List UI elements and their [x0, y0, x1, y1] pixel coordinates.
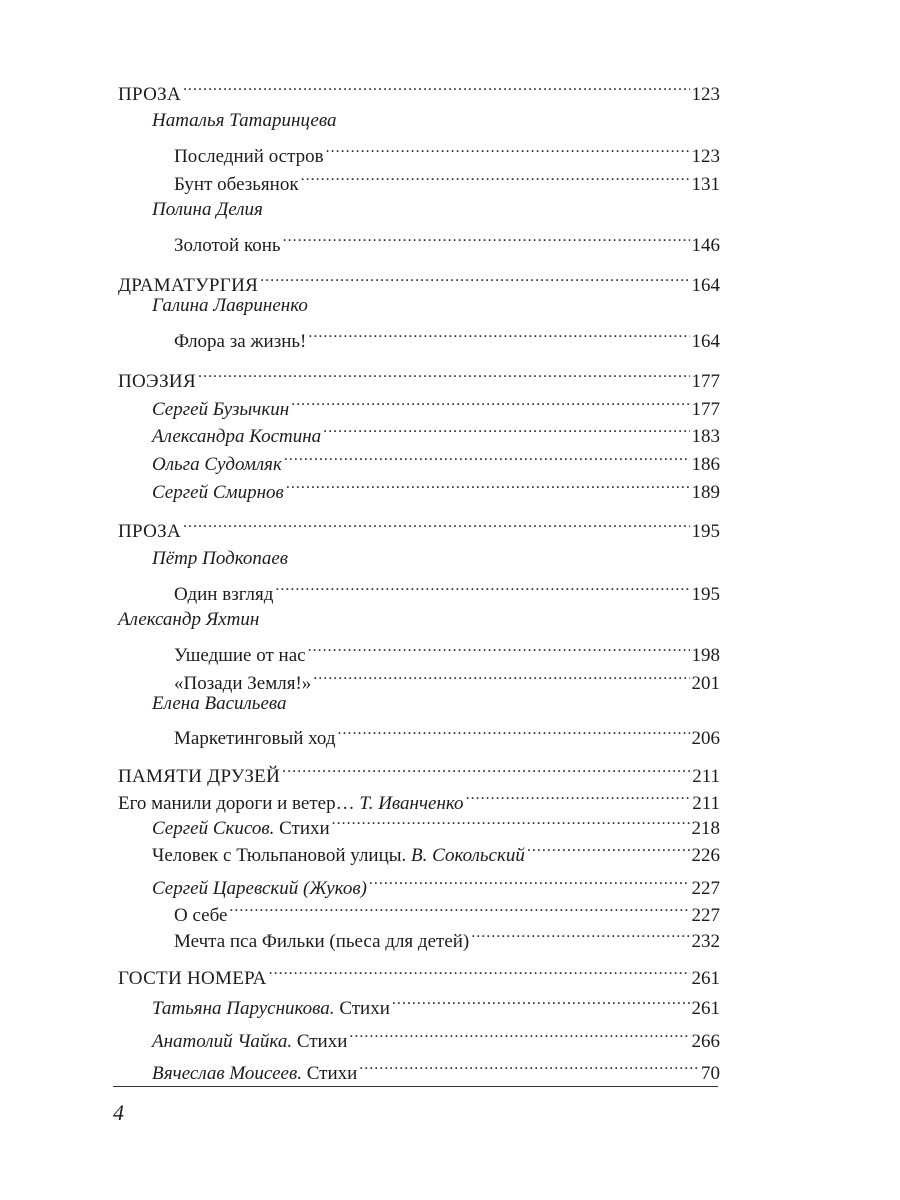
page-number: 186	[691, 454, 720, 475]
work-title: Мечта пса Фильки (пьеса для детей)	[174, 931, 470, 952]
work-title: Человек с Тюльпановой улицы.	[152, 845, 407, 866]
work-title: Один взгляд	[174, 584, 274, 605]
author-name: Елена Васильева	[152, 693, 287, 714]
author-name: Александр Яхтин	[118, 609, 260, 630]
page-number: 211	[692, 793, 720, 814]
author-name: Сергей Царевский (Жуков)	[152, 878, 367, 899]
page-number: 266	[691, 1031, 720, 1052]
author-name: Наталья Татаринцева	[152, 110, 337, 131]
dot-leader	[275, 574, 689, 600]
work-title: Ушедшие от нас	[174, 645, 306, 666]
work-title: Золотой конь	[174, 235, 281, 256]
work-title: Маркетинговый ход	[174, 728, 336, 749]
toc-entry-row[interactable]	[152, 472, 720, 503]
page-number: 146	[691, 235, 720, 256]
dot-leader	[183, 511, 690, 537]
dot-leader	[326, 136, 690, 162]
author-name: В. Сокольский	[411, 845, 525, 866]
work-title: «Позади Земля!»	[174, 673, 312, 694]
dot-leader	[313, 663, 689, 689]
page-number: 261	[691, 968, 720, 989]
work-title: Его манили дороги и ветер…	[118, 793, 355, 814]
dot-leader	[527, 835, 690, 861]
toc-entry-row[interactable]	[174, 921, 720, 952]
dot-leader	[332, 808, 690, 834]
toc-section-row[interactable]	[118, 756, 720, 787]
dot-leader	[471, 921, 689, 947]
author-name: Анатолий Чайка.	[152, 1031, 293, 1052]
author-name: Ольга Судомляк	[152, 454, 282, 475]
work-title: Стихи	[306, 1063, 358, 1084]
page-number: 183	[691, 426, 720, 447]
page-number: 177	[691, 371, 720, 392]
work-title: Стихи	[279, 818, 330, 839]
toc-entry-row[interactable]	[174, 321, 720, 352]
author-name: Вячеслав Моисеев.	[152, 1063, 302, 1084]
page-number: 206	[691, 728, 720, 749]
work-title: Флора за жизнь!	[174, 331, 307, 352]
dot-leader	[183, 74, 690, 100]
toc-entry-row[interactable]	[152, 835, 720, 866]
section-title: ПАМЯТИ ДРУЗЕЙ	[118, 766, 281, 787]
toc-author-row	[152, 108, 336, 134]
toc-entry-row[interactable]	[174, 136, 720, 167]
dot-leader	[198, 361, 690, 387]
dot-leader	[308, 635, 690, 661]
folio-page-number: 4	[113, 1100, 124, 1125]
page-number: 195	[691, 521, 720, 542]
work-title: Стихи	[296, 1031, 348, 1052]
toc-section-row[interactable]	[118, 958, 720, 989]
toc-entry-row[interactable]	[174, 164, 720, 195]
dot-leader	[301, 164, 690, 190]
dot-leader	[286, 472, 690, 498]
page-number: 261	[691, 998, 720, 1019]
dot-leader	[466, 783, 691, 809]
work-title: Стихи	[339, 998, 390, 1019]
dot-leader	[283, 225, 690, 251]
dot-leader	[269, 958, 690, 984]
toc-entry-row[interactable]	[152, 988, 720, 1019]
toc-entry-row[interactable]	[152, 868, 720, 899]
author-name: Александра Костина	[152, 426, 322, 447]
work-title: Бунт обезьянок	[174, 174, 299, 195]
work-title: О себе	[174, 905, 228, 926]
author-name: Сергей Смирнов	[152, 482, 284, 503]
toc-section-row[interactable]	[118, 74, 720, 105]
page-number: 198	[691, 645, 720, 666]
toc-section-row[interactable]	[118, 511, 720, 542]
dot-leader	[284, 444, 690, 470]
dot-leader	[392, 988, 690, 1014]
section-title: ДРАМАТУРГИЯ	[118, 275, 259, 296]
toc-entry-row[interactable]	[118, 783, 720, 814]
page-number: 211	[692, 766, 720, 787]
page-number: 131	[691, 174, 720, 195]
toc-entry-row[interactable]	[152, 808, 720, 839]
page-number: 189	[691, 482, 720, 503]
toc-section-row[interactable]	[118, 265, 720, 296]
author-name: Сергей Скисов.	[152, 818, 275, 839]
toc-entry-row[interactable]	[152, 1021, 720, 1052]
page-number: 164	[691, 275, 720, 296]
toc-entry-row[interactable]	[174, 895, 720, 926]
section-title: ГОСТИ НОМЕРА	[118, 968, 267, 989]
author-name: Галина Лавриненко	[152, 295, 308, 316]
page-number: 232	[691, 931, 720, 952]
section-title: ПРОЗА	[118, 521, 181, 542]
page-number: 123	[691, 146, 720, 167]
author-name: Т. Иванченко	[359, 793, 464, 814]
toc-entry-row[interactable]	[174, 663, 720, 694]
page-number: 227	[691, 878, 720, 899]
page-number: 201	[691, 673, 720, 694]
page-number: 177	[691, 399, 720, 420]
dot-leader	[369, 868, 690, 894]
page-number: 227	[691, 905, 720, 926]
toc-author-row	[152, 546, 288, 572]
page-number: 70	[701, 1063, 720, 1084]
work-title: Последний остров	[174, 146, 324, 167]
page-number: 226	[691, 845, 720, 866]
author-name: Пётр Подкопаев	[152, 548, 289, 569]
page-number: 218	[691, 818, 720, 839]
section-title: ПРОЗА	[118, 84, 181, 105]
dot-leader	[282, 756, 690, 782]
footer-rule	[113, 1086, 718, 1087]
author-name: Татьяна Парусникова.	[152, 998, 335, 1019]
section-title: ПОЭЗИЯ	[118, 371, 196, 392]
toc-author-row	[118, 607, 259, 633]
dot-leader	[338, 718, 690, 744]
dot-leader	[291, 389, 689, 415]
author-name: Сергей Бузычкин	[152, 399, 290, 420]
toc-entry-row[interactable]	[152, 416, 720, 447]
dot-leader	[260, 265, 689, 291]
toc-section-row[interactable]	[118, 361, 720, 392]
toc-entry-row[interactable]	[174, 574, 720, 605]
toc-entry-row[interactable]	[152, 389, 720, 420]
dot-leader	[349, 1021, 689, 1047]
dot-leader	[359, 1053, 699, 1079]
toc-entry-row[interactable]	[174, 225, 720, 256]
dot-leader	[323, 416, 689, 442]
toc-author-row	[152, 197, 263, 223]
toc-author-row	[152, 293, 308, 319]
author-name: Полина Делия	[152, 199, 263, 220]
toc-entry-row[interactable]	[152, 444, 720, 475]
dot-leader	[308, 321, 689, 347]
toc-entry-row[interactable]	[152, 1053, 720, 1084]
page-number: 123	[691, 84, 720, 105]
dot-leader	[229, 895, 689, 921]
toc-entry-row[interactable]	[174, 718, 720, 749]
page-number: 195	[691, 584, 720, 605]
toc-author-row	[152, 691, 287, 717]
page-number: 164	[691, 331, 720, 352]
toc-entry-row[interactable]	[174, 635, 720, 666]
